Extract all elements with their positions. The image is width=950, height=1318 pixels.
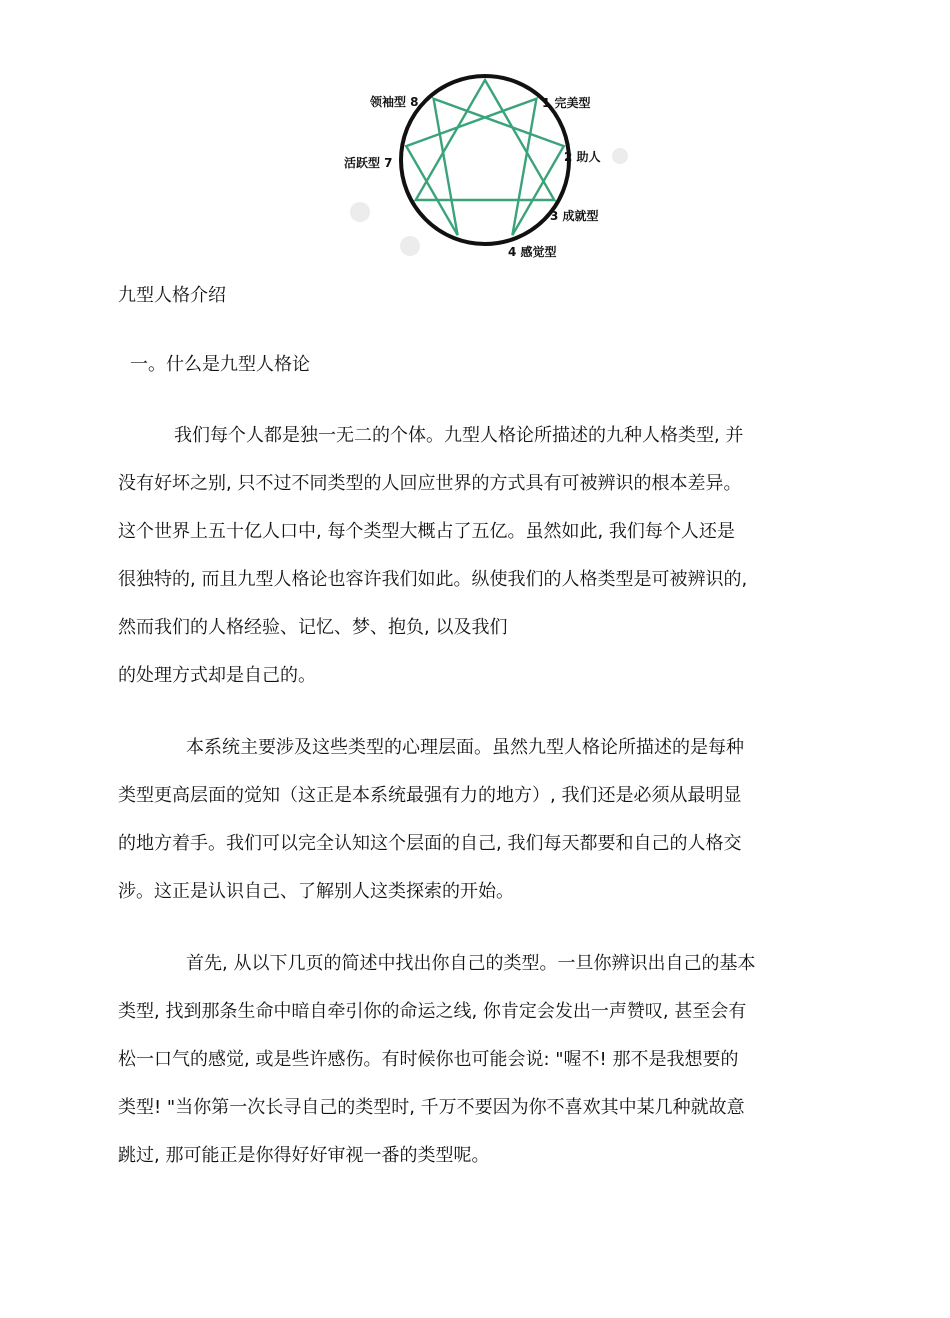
paragraph-line: 类型, 找到那条生命中暗自牵引你的命运之线, 你肯定会发出一声赞叹, 甚至会有 (118, 1001, 747, 1022)
enneagram-figure (330, 60, 640, 270)
paragraph-2 (118, 724, 848, 916)
paragraph-line: 类型! "当你第一次长寻自己的类型时, 千万不要因为你不喜欢其中某几种就故意 (118, 1097, 745, 1118)
paragraph-line: 类型更高层面的觉知（这正是本系统最强有力的地方）, 我们还是必须从最明显 (118, 785, 742, 806)
paragraph-line: 首先, 从以下几页的简述中找出你自己的类型。一旦你辨识出自己的基本 (186, 953, 756, 974)
faded-label-type-5 (400, 236, 420, 256)
paragraph-line: 跳过, 那可能正是你得好好审视一番的类型呢。 (118, 1145, 490, 1166)
label-type-3: 3 成就型 (550, 209, 599, 223)
enneagram-connection-lines (406, 80, 564, 235)
paragraph-line: 没有好坏之别, 只不过不同类型的人回应世界的方式具有可被辨识的根本差异。 (118, 473, 742, 494)
paragraph-1 (118, 412, 848, 700)
paragraph-line: 然而我们的人格经验、记忆、梦、抱负, 以及我们 (118, 617, 508, 638)
document-title: 九型人格介绍 (118, 285, 226, 306)
label-type-7: 活跃型 7 (344, 156, 393, 170)
paragraph-line: 涉。这正是认识自己、了解别人这类探索的开始。 (118, 881, 514, 902)
faded-mark (612, 148, 628, 164)
paragraph-line: 的处理方式却是自己的。 (118, 665, 316, 686)
enneagram-diagram (330, 60, 640, 270)
label-type-8: 领袖型 8 (370, 95, 419, 109)
paragraph-line: 很独特的, 而且九型人格论也容许我们如此。纵使我们的人格类型是可被辨识的, (118, 569, 748, 590)
paragraph-line: 我们每个人都是独一无二的个体。九型人格论所描述的九种人格类型, 并 (174, 425, 744, 446)
paragraph-3 (118, 940, 848, 1180)
label-type-1: 1 完美型 (542, 96, 591, 110)
paragraph-line: 松一口气的感觉, 或是些许感伤。有时候你也可能会说: "喔不! 那不是我想要的 (118, 1049, 739, 1070)
enneagram-triangle (416, 80, 555, 200)
label-type-2: 2 助人 (564, 150, 601, 164)
section-heading: 一。什么是九型人格论 (130, 354, 310, 375)
enneagram-hexad (406, 99, 564, 235)
paragraph-line: 本系统主要涉及这些类型的心理层面。虽然九型人格论所描述的是每种 (186, 737, 744, 758)
faded-label-type-6 (350, 202, 370, 222)
paragraph-line: 的地方着手。我们可以完全认知这个层面的自己, 我们每天都要和自己的人格交 (118, 833, 742, 854)
paragraph-line: 这个世界上五十亿人口中, 每个类型大概占了五亿。虽然如此, 我们每个人还是 (118, 521, 735, 542)
label-type-4: 4 感觉型 (508, 245, 557, 259)
